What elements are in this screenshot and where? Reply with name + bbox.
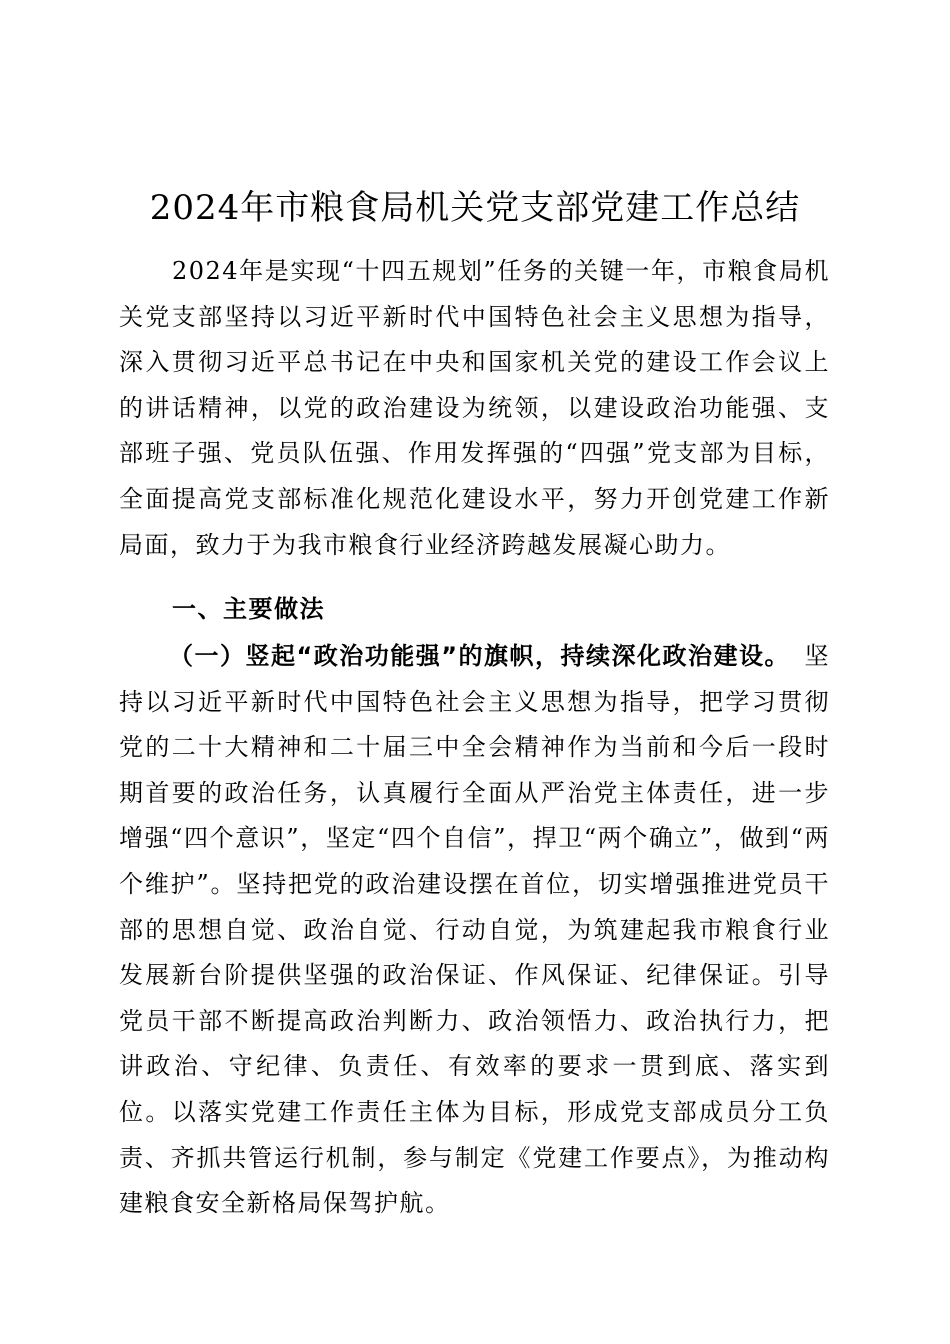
document-title: 2024年市粮食局机关党支部党建工作总结 [149,188,801,228]
subsection-heading: （一）竖起“政治功能强”的旗帜，持续深化政治建设。 [169,642,791,670]
subsection-paragraph [119,634,830,1227]
section-heading: 一、主要做法 [172,595,325,623]
subsection-body: 坚持以习近平新时代中国特色社会主义思想为指导，把学习贯彻党的二十大精神和二十届三中全会精神作为当前和今后一段时期首要的政治任务，认真履行全面从严治党主体责任，进一步增强“四个意识”，坚定“四个自信”，捍卫“两个确立”，做到“两个维护”。坚持把党的政治建设摆在首位，切实增强推进党员干部的思想自觉、政治自觉、行动自觉，为筑建起我市粮食行业发展新台阶提供坚强的政治保证、作风保证、纪律保证。引导党员干部不断提高政治判断力、政治领悟力、政治执行力，把讲政治、守纪律、负责任、有效率的要求一贯到底、落实到位。以落实党建工作责任主体为目标，形成党支部成员分工负责、齐抓共管运行机制，参与制定《党建工作要点》，为推动构建粮食安全新格局保驾护航。 [119,642,830,1218]
intro-paragraph: 2024年是实现“十四五规划”任务的关键一年，市粮食局机关党支部坚持以习近平新时代中国特色社会主义思想为指导，深入贯彻习近平总书记在中央和国家机关党的建设工作会议上的讲话精神，以党的政治建设为统领，以建设政治功能强、支部班子强、党员队伍强、作用发挥强的“四强”党支部为目标，全面提高党支部标准化规范化建设水平，努力开创党建工作新局面，致力于为我市粮食行业经济跨越发展凝心助力。 [119,257,830,559]
